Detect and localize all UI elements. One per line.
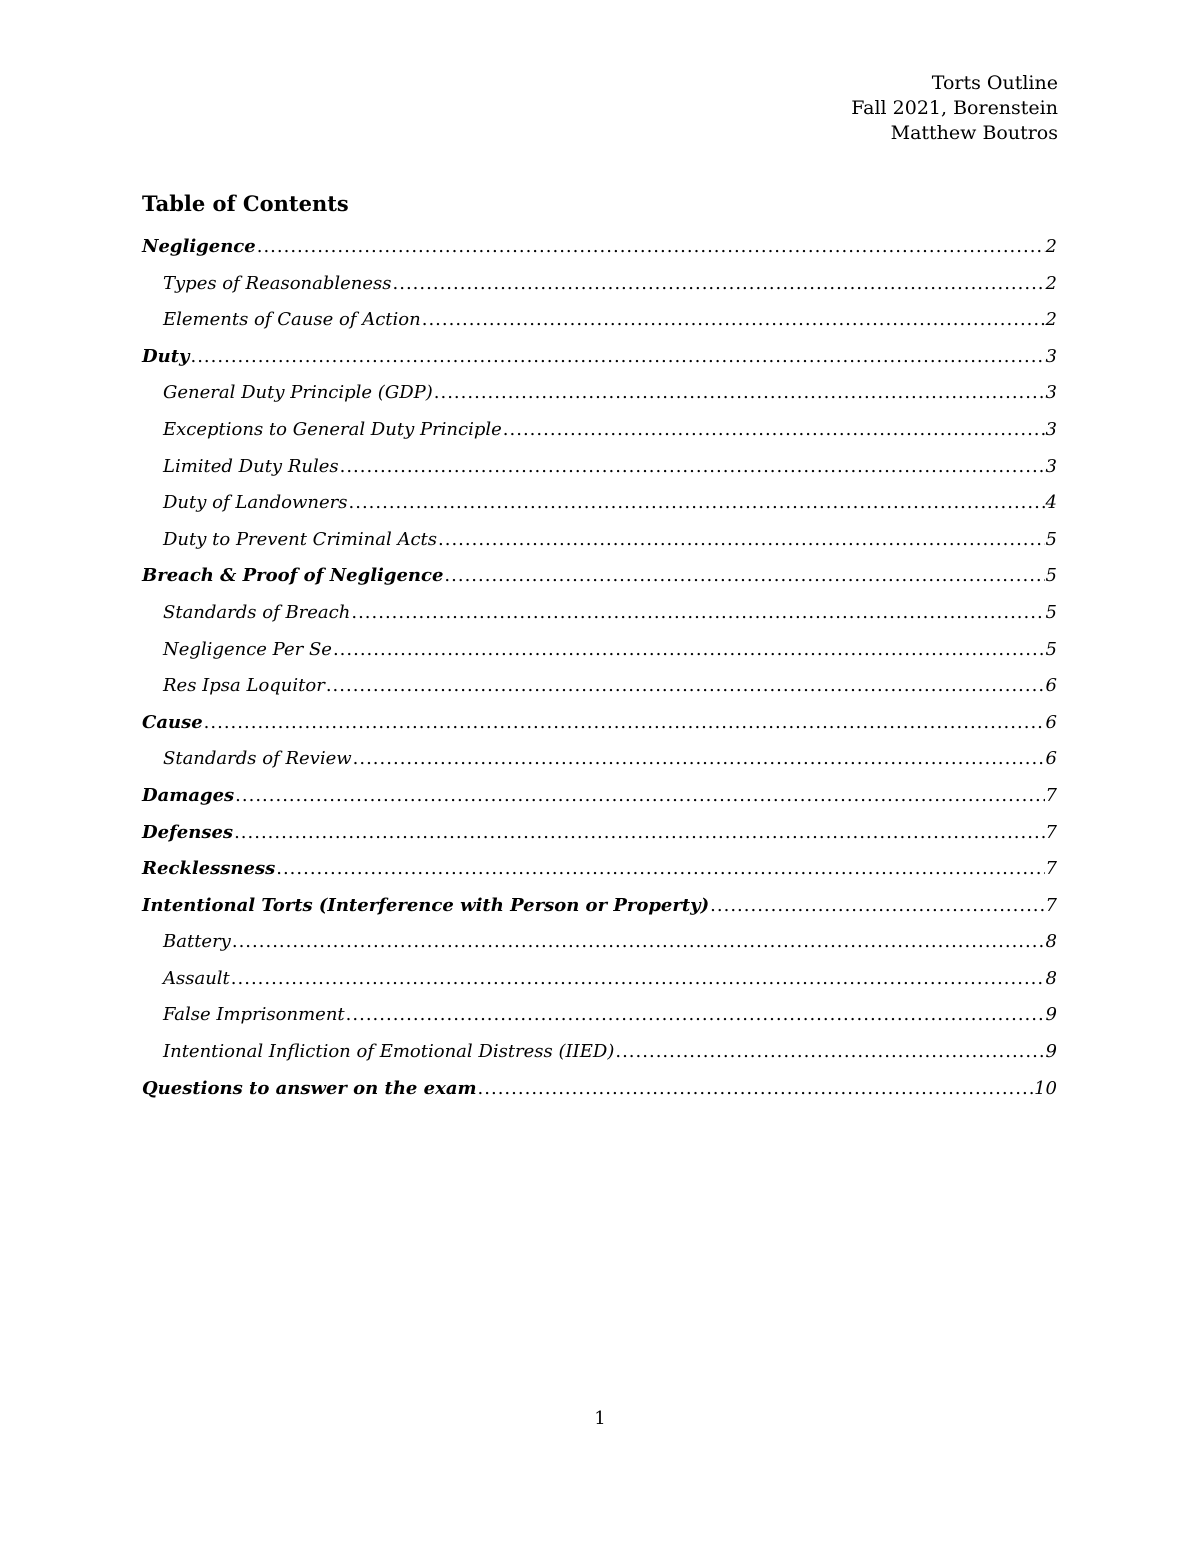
toc-dot-leader <box>478 1078 1034 1099</box>
toc-section-entry[interactable] <box>142 236 1057 273</box>
toc-entry-page-number[interactable]: 3 <box>1045 455 1057 477</box>
toc-dot-leader <box>190 346 1044 367</box>
toc-dot-leader <box>340 456 1045 477</box>
toc-entry-label[interactable]: Standards of Breach <box>163 601 351 623</box>
toc-dot-leader <box>231 968 1045 989</box>
toc-entry-page-number[interactable]: 6 <box>1045 675 1057 697</box>
toc-dot-leader <box>615 1041 1044 1062</box>
toc-entry-label[interactable]: Battery <box>163 931 231 953</box>
toc-entry-page-number[interactable]: 10 <box>1034 1077 1057 1099</box>
toc-entry-label[interactable]: Negligence Per Se <box>163 638 332 660</box>
toc-dot-leader <box>234 822 1044 843</box>
toc-subsection-entry[interactable] <box>142 748 1057 785</box>
toc-entry-page-number[interactable]: 4 <box>1045 492 1057 514</box>
toc-entry-label[interactable]: Duty of Landowners <box>163 492 348 514</box>
toc-entry-label[interactable]: Recklessness <box>142 858 276 880</box>
toc-title: Table of Contents <box>142 191 349 216</box>
toc-dot-leader <box>353 748 1045 769</box>
toc-subsection-entry[interactable] <box>142 931 1057 968</box>
toc-entry-label[interactable]: Negligence <box>142 236 256 257</box>
toc-subsection-entry[interactable] <box>142 382 1057 419</box>
toc-section-entry[interactable] <box>142 858 1057 895</box>
header-term-professor: Fall 2021, Borenstein <box>851 97 1058 119</box>
table-of-contents <box>142 236 1057 1114</box>
toc-entry-page-number[interactable]: 6 <box>1045 748 1057 770</box>
toc-entry-page-number[interactable]: 9 <box>1045 1004 1057 1026</box>
toc-entry-label[interactable]: Limited Duty Rules <box>163 455 339 477</box>
toc-subsection-entry[interactable] <box>142 273 1057 310</box>
toc-dot-leader <box>257 236 1045 257</box>
toc-dot-leader <box>235 785 1044 806</box>
toc-subsection-entry[interactable] <box>142 456 1057 493</box>
toc-entry-page-number[interactable]: 5 <box>1045 601 1057 623</box>
toc-entry-label[interactable]: False Imprisonment <box>163 1004 345 1026</box>
toc-section-entry[interactable] <box>142 785 1057 822</box>
toc-entry-page-number[interactable]: 3 <box>1045 382 1057 404</box>
toc-subsection-entry[interactable] <box>142 1004 1057 1041</box>
toc-entry-label[interactable]: Duty <box>142 345 190 367</box>
toc-entry-label[interactable]: Assault <box>163 967 230 989</box>
toc-section-entry[interactable] <box>142 822 1057 859</box>
toc-entry-page-number[interactable]: 8 <box>1045 967 1057 989</box>
toc-dot-leader <box>326 675 1045 696</box>
toc-subsection-entry[interactable] <box>142 968 1057 1005</box>
toc-subsection-entry[interactable] <box>142 1041 1057 1078</box>
toc-subsection-entry[interactable] <box>142 602 1057 639</box>
toc-entry-label[interactable]: Standards of Review <box>163 748 352 770</box>
toc-subsection-entry[interactable] <box>142 639 1057 676</box>
toc-entry-label[interactable]: General Duty Principle (GDP) <box>163 382 433 404</box>
toc-entry-label[interactable]: Breach & Proof of Negligence <box>142 565 444 587</box>
toc-dot-leader <box>434 382 1045 403</box>
toc-dot-leader <box>349 492 1045 513</box>
header-author: Matthew Boutros <box>890 122 1058 144</box>
toc-subsection-entry[interactable] <box>142 529 1057 566</box>
toc-dot-leader <box>503 419 1045 440</box>
toc-dot-leader <box>422 309 1045 330</box>
toc-entry-label[interactable]: Intentional Infliction of Emotional Distress (IIED) <box>163 1041 615 1063</box>
toc-dot-leader <box>393 273 1045 294</box>
page-number: 1 <box>594 1408 606 1429</box>
toc-dot-leader <box>204 712 1045 733</box>
toc-entry-label[interactable]: Res Ipsa Loquitor <box>163 675 325 697</box>
toc-section-entry[interactable] <box>142 346 1057 383</box>
toc-entry-page-number[interactable]: 5 <box>1045 638 1057 660</box>
toc-entry-label[interactable]: Types of Reasonableness <box>163 272 392 294</box>
toc-dot-leader <box>351 602 1044 623</box>
toc-entry-page-number[interactable]: 2 <box>1045 309 1057 331</box>
toc-entry-page-number[interactable]: 9 <box>1045 1041 1057 1063</box>
toc-entry-page-number[interactable]: 2 <box>1045 236 1057 257</box>
toc-entry-label[interactable]: Cause <box>142 711 203 733</box>
document-header <box>851 71 1058 146</box>
toc-entry-label[interactable]: Exceptions to General Duty Principle <box>163 418 502 440</box>
toc-section-entry[interactable] <box>142 1078 1057 1115</box>
toc-entry-label[interactable]: Intentional Torts (Interference with Person or Property) <box>142 894 710 916</box>
toc-dot-leader <box>710 895 1044 916</box>
toc-dot-leader <box>346 1004 1045 1025</box>
toc-dot-leader <box>232 931 1045 952</box>
toc-dot-leader <box>276 858 1044 879</box>
toc-entry-page-number[interactable]: 8 <box>1045 931 1057 953</box>
toc-entry-page-number[interactable]: 3 <box>1045 345 1057 367</box>
toc-entry-page-number[interactable]: 3 <box>1045 418 1057 440</box>
toc-subsection-entry[interactable] <box>142 309 1057 346</box>
toc-subsection-entry[interactable] <box>142 419 1057 456</box>
toc-entry-label[interactable]: Duty to Prevent Criminal Acts <box>163 528 437 550</box>
toc-entry-page-number[interactable]: 7 <box>1045 894 1057 916</box>
toc-section-entry[interactable] <box>142 565 1057 602</box>
toc-entry-page-number[interactable]: 7 <box>1045 784 1057 806</box>
toc-section-entry[interactable] <box>142 712 1057 749</box>
toc-entry-page-number[interactable]: 6 <box>1045 711 1057 733</box>
toc-entry-page-number[interactable]: 2 <box>1045 272 1057 294</box>
toc-entry-label[interactable]: Defenses <box>142 821 234 843</box>
toc-entry-page-number[interactable]: 7 <box>1045 858 1057 880</box>
header-course-title: Torts Outline <box>931 72 1058 94</box>
toc-entry-page-number[interactable]: 7 <box>1045 821 1057 843</box>
toc-dot-leader <box>333 639 1045 660</box>
toc-dot-leader <box>438 529 1045 550</box>
toc-entry-page-number[interactable]: 5 <box>1045 528 1057 550</box>
toc-subsection-entry[interactable] <box>142 492 1057 529</box>
toc-entry-label[interactable]: Elements of Cause of Action <box>163 309 421 331</box>
toc-subsection-entry[interactable] <box>142 675 1057 712</box>
toc-entry-page-number[interactable]: 5 <box>1045 565 1057 587</box>
toc-entry-label[interactable]: Questions to answer on the exam <box>142 1077 477 1099</box>
toc-entry-label[interactable]: Damages <box>142 784 235 806</box>
toc-dot-leader <box>444 565 1044 586</box>
toc-section-entry[interactable] <box>142 895 1057 932</box>
